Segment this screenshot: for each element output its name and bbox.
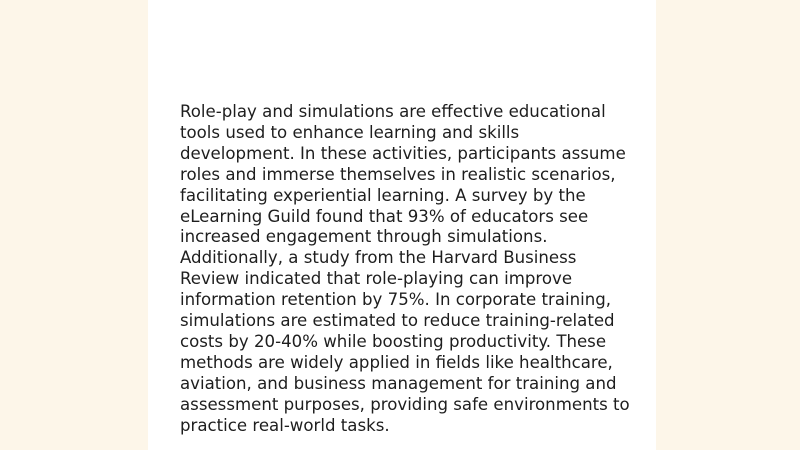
body-paragraph <box>180 102 630 437</box>
paragraph-line: methods are widely applied in fields like healthcare, <box>180 352 613 372</box>
paragraph-line: Review indicated that role-playing can improve <box>180 269 573 289</box>
paragraph-line: aviation, and business management for training and <box>180 373 617 393</box>
paragraph-line: simulations are estimated to reduce training-related <box>180 311 615 331</box>
paragraph-line: assessment purposes, providing safe environments to <box>180 394 630 414</box>
paragraph-line: eLearning Guild found that 93% of educators see <box>180 206 589 226</box>
paragraph-line: Role-play and simulations are effective educational <box>180 102 606 121</box>
paragraph-line: tools used to enhance learning and skills <box>180 122 520 142</box>
paragraph-line: roles and immerse themselves in realistic scenarios, <box>180 164 616 184</box>
paragraph-line: facilitating experiential learning. A survey by the <box>180 185 586 205</box>
paragraph-line: information retention by 75%. In corporate training, <box>180 290 612 310</box>
paragraph-line: development. In these activities, participants assume <box>180 143 626 163</box>
paragraph-line: Additionally, a study from the Harvard Business <box>180 248 577 268</box>
document-page <box>148 0 656 450</box>
paragraph-line: practice real-world tasks. <box>180 415 390 435</box>
paragraph-line: costs by 20-40% while boosting productivity. These <box>180 331 607 351</box>
paragraph-line: increased engagement through simulations. <box>180 227 548 247</box>
